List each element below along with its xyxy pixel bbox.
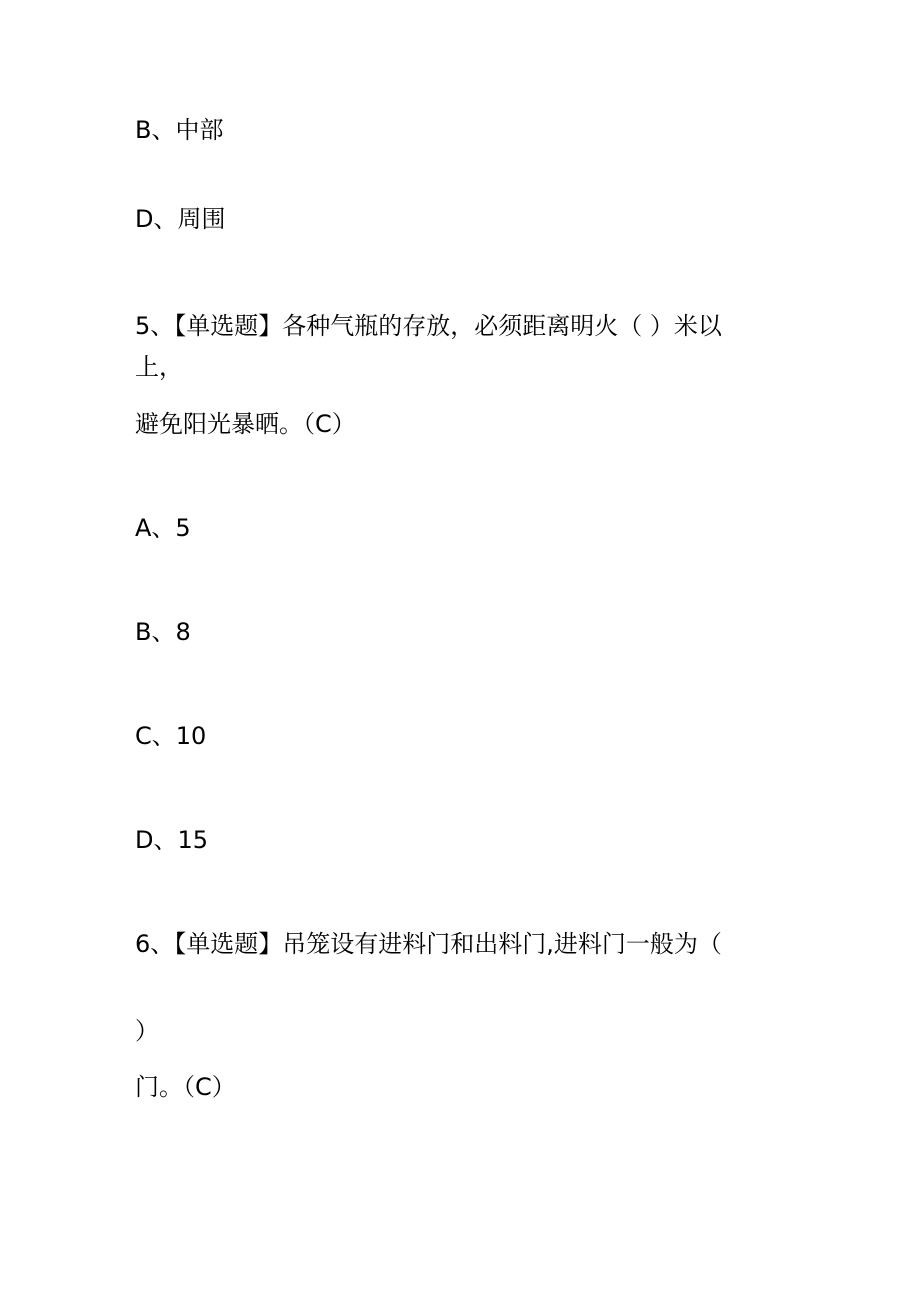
question-5-option-d: D、15 — [135, 826, 209, 854]
question-5-option-b: B、8 — [135, 618, 191, 646]
question-5-option-a: A、5 — [135, 514, 191, 542]
option-b-middle: B、中部 — [135, 116, 224, 144]
question-5-option-c: C、10 — [135, 722, 207, 750]
question-6-text: 6、【单选题】吊笼设有进料门和出料门,进料门一般为（ — [135, 930, 722, 958]
question-5-text: 5、【单选题】各种气瓶的存放，必须距离明火（ ）米以 — [135, 312, 722, 340]
option-d-around: D、周围 — [135, 205, 226, 233]
question-6-text-end: 门。（C） — [135, 1073, 236, 1101]
question-5-text-continued: 上， — [135, 353, 183, 381]
question-6-text-continued: ） — [135, 1017, 159, 1045]
question-5-text-end: 避免阳光暴晒。（C） — [135, 410, 356, 438]
